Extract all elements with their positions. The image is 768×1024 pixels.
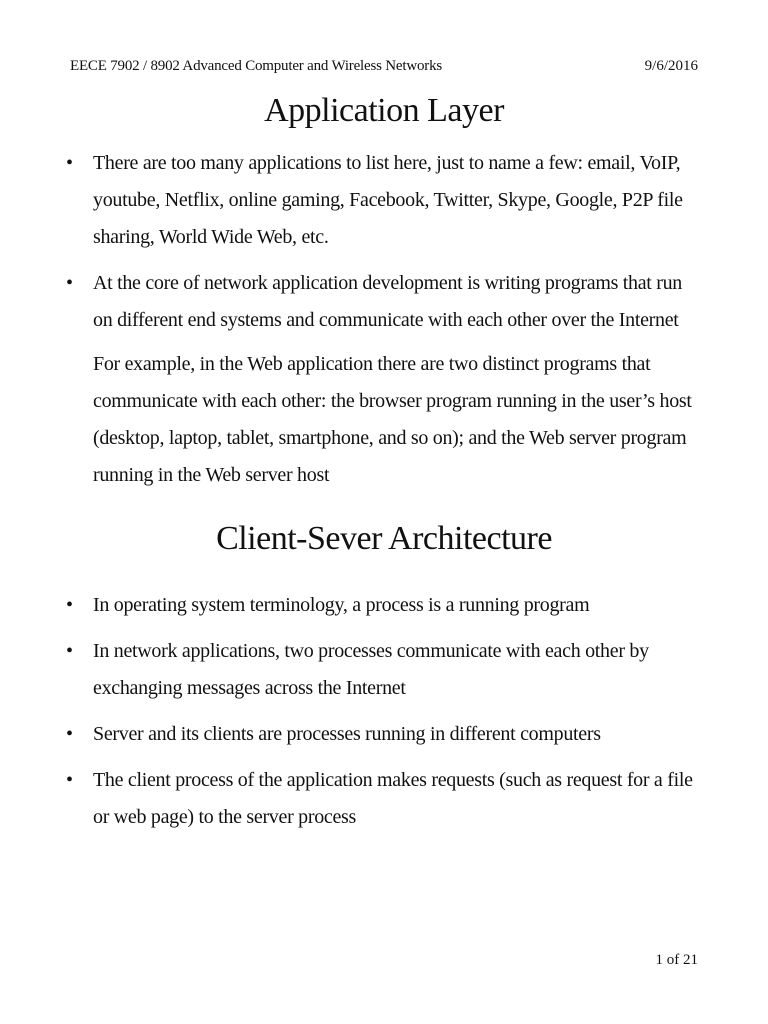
list-item: [66, 587, 706, 624]
list-item: [66, 716, 706, 753]
bullet-text: In operating system terminology, a process is a running program: [93, 594, 590, 616]
bullet-icon: •: [66, 723, 73, 745]
header-date: 9/6/2016: [644, 58, 698, 74]
page-number: 1 of 21: [655, 952, 698, 968]
section-title-application-layer: Application Layer: [264, 92, 504, 129]
bullet-text: There are too many applications to list here, just to name a few: email, VoIP, youtube, Netflix, online gaming, Facebook, Twitter, Skype, Google, P2P file sharing, World Wide Web, etc.: [93, 152, 683, 248]
list-item: [66, 145, 706, 256]
list-item: [66, 633, 706, 707]
bullet-icon: •: [66, 272, 73, 294]
bullet-list-client-server: [66, 587, 706, 845]
bullet-text: At the core of network application development is writing programs that run on different end systems and communicate with each other over the Internet: [93, 272, 683, 331]
bullet-icon: •: [66, 769, 73, 791]
example-paragraph: For example, in the Web application there are two distinct programs that communicate with each other: the browser program running in the user’s host (desktop, laptop, tablet, smartphone, and so on); and the Web server program running in the Web server host: [93, 353, 692, 486]
course-header: EECE 7902 / 8902 Advanced Computer and Wireless Networks: [70, 58, 443, 74]
bullet-icon: •: [66, 640, 73, 662]
list-item: [66, 265, 706, 339]
bullet-icon: •: [66, 594, 73, 616]
bullet-icon: •: [66, 152, 73, 174]
bullet-list-application-layer: [66, 145, 706, 494]
section-title-client-server: Client-Sever Architecture: [216, 520, 552, 557]
list-item: [66, 762, 706, 836]
bullet-text: Server and its clients are processes running in different computers: [93, 723, 601, 745]
bullet-text: The client process of the application makes requests (such as request for a file or web page) to the server process: [93, 769, 693, 828]
bullet-text: In network applications, two processes communicate with each other by exchanging messages across the Internet: [93, 640, 649, 699]
